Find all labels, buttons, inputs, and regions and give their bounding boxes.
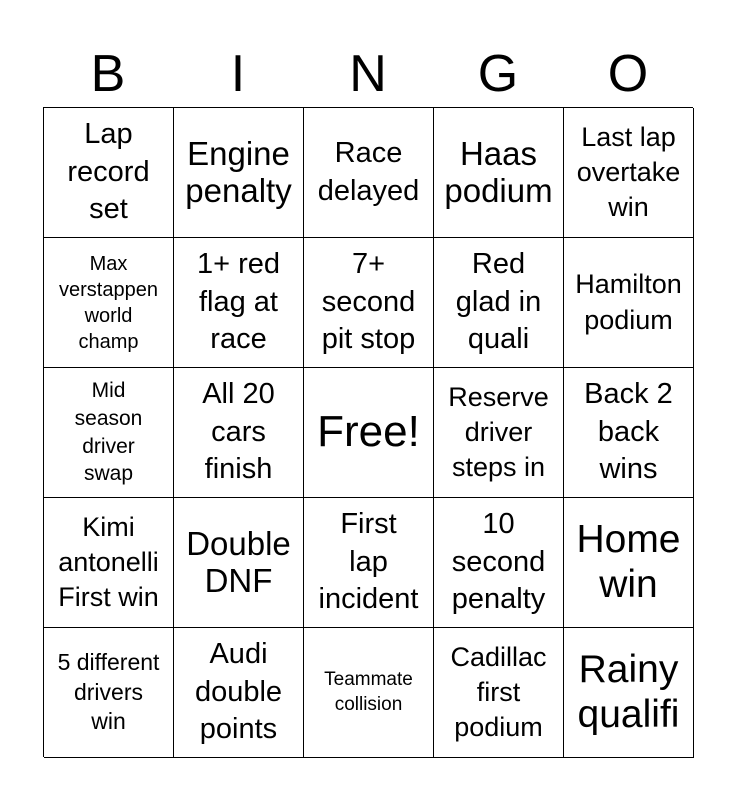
bingo-cell[interactable] [304,628,434,758]
bingo-cell[interactable] [564,238,694,368]
cell-text: Last lap overtake win [576,121,681,223]
cell-text: Engine penalty [185,134,292,209]
bingo-cell[interactable] [44,498,174,628]
bingo-cell[interactable] [44,368,174,498]
cell-text: 10 second penalty [451,507,546,616]
cell-text: Back 2 back wins [584,377,673,486]
bingo-cell[interactable] [174,498,304,628]
free-space-text: Free! [317,407,420,457]
bingo-cell[interactable] [304,238,434,368]
bingo-cell[interactable] [434,368,564,498]
header-letter-n: N [349,45,387,103]
bingo-cell[interactable] [174,108,304,238]
bingo-cell[interactable] [304,108,434,238]
cell-text: Rainy qualifi [577,647,680,736]
bingo-board [43,107,693,757]
bingo-cell[interactable] [564,498,694,628]
cell-text: Haas podium [444,134,553,209]
bingo-cell[interactable] [564,628,694,758]
bingo-cell[interactable] [44,108,174,238]
bingo-cell free-space[interactable] [304,368,434,498]
cell-text: Mid season driver swap [74,379,143,486]
bingo-cell[interactable] [564,108,694,238]
bingo-cell[interactable] [304,498,434,628]
bingo-cell[interactable] [174,238,304,368]
bingo-cell[interactable] [434,498,564,628]
bingo-cell[interactable] [434,628,564,758]
cell-text: Race delayed [317,136,420,207]
header-letter-g: G [477,45,519,103]
cell-text: Home win [576,517,681,606]
bingo-cell[interactable] [174,368,304,498]
cell-text: Hamilton podium [575,269,682,335]
bingo-cell[interactable] [44,628,174,758]
cell-text: Max verstappen world champ [59,252,158,353]
header-letter-b: B [90,45,126,103]
cell-text: 5 different drivers win [57,649,160,735]
bingo-cell[interactable] [434,108,564,238]
cell-text: Audi double points [194,637,283,746]
header-letter-i: I [230,45,246,103]
cell-text: All 20 cars finish [202,377,275,486]
cell-text: Red glad in quali [455,247,542,356]
cell-text: Cadillac first podium [450,641,547,743]
bingo-cell[interactable] [174,628,304,758]
cell-text: Teammate collision [324,668,413,715]
cell-text: Lap record set [67,117,150,226]
cell-text: Double DNF [186,524,291,599]
bingo-cell[interactable] [44,238,174,368]
bingo-header [43,40,693,108]
cell-text: 1+ red flag at race [196,247,281,356]
cell-text: First lap incident [318,507,419,616]
cell-text: Kimi antonelli First win [58,511,159,613]
header-letter-o: O [607,45,649,103]
cell-text: Reserve driver steps in [448,381,549,483]
cell-text: 7+ second pit stop [321,247,416,356]
bingo-cell[interactable] [434,238,564,368]
bingo-cell[interactable] [564,368,694,498]
